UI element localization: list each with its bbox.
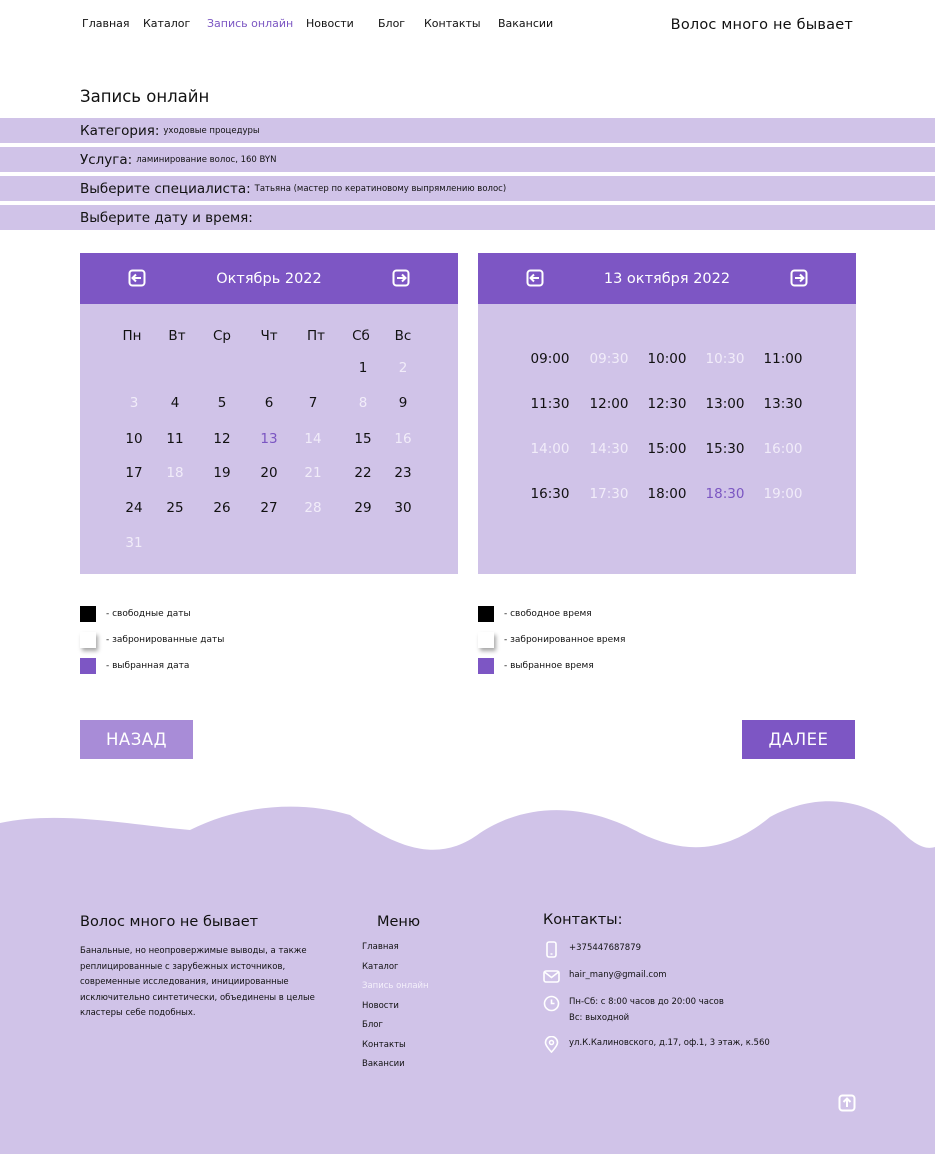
time-slot[interactable]: 14:00 bbox=[530, 441, 570, 457]
footer-link-catalog[interactable]: Каталог bbox=[362, 961, 399, 972]
contact-hours bbox=[543, 995, 724, 1026]
phone-icon bbox=[543, 941, 560, 958]
time-slot[interactable]: 18:00 bbox=[647, 486, 687, 502]
calendar-day[interactable]: 16 bbox=[394, 431, 412, 447]
calendar-day[interactable]: 29 bbox=[354, 500, 372, 516]
calendar-header bbox=[80, 253, 458, 304]
page-title: Запись онлайн bbox=[80, 87, 210, 106]
location-pin-icon bbox=[543, 1036, 560, 1053]
hours-sunday: Вс: выходной bbox=[569, 1012, 630, 1023]
date-legend bbox=[80, 601, 224, 679]
phone-text: +375447687879 bbox=[569, 943, 642, 953]
prev-month-icon[interactable] bbox=[128, 269, 146, 287]
calendar-day[interactable]: 3 bbox=[129, 395, 139, 411]
contact-phone[interactable] bbox=[543, 941, 641, 958]
step-service[interactable] bbox=[0, 147, 935, 172]
footer-menu bbox=[362, 942, 429, 1079]
booked-swatch bbox=[80, 632, 96, 648]
nav-catalog[interactable]: Каталог bbox=[143, 17, 191, 30]
time-slot[interactable]: 19:00 bbox=[763, 486, 803, 502]
calendar-day[interactable]: 23 bbox=[394, 465, 412, 481]
time-slot[interactable]: 15:30 bbox=[705, 441, 745, 457]
selected-swatch bbox=[80, 658, 96, 674]
footer-menu-title: Меню bbox=[377, 914, 421, 930]
calendar-day[interactable]: 17 bbox=[125, 465, 143, 481]
footer-link-news[interactable]: Новости bbox=[362, 1000, 399, 1011]
footer-link-contacts[interactable]: Контакты bbox=[362, 1039, 406, 1050]
legend-item bbox=[478, 627, 625, 653]
month-title: Октябрь 2022 bbox=[216, 270, 322, 287]
date-title: 13 октября 2022 bbox=[603, 270, 731, 287]
calendar-day[interactable]: 4 bbox=[170, 395, 180, 411]
time-slot[interactable]: 18:30 bbox=[705, 486, 745, 502]
calendar-day[interactable]: 7 bbox=[308, 395, 318, 411]
next-button[interactable]: ДАЛЕЕ bbox=[742, 720, 855, 759]
nav-news[interactable]: Новости bbox=[306, 17, 354, 30]
time-slot[interactable]: 09:00 bbox=[530, 351, 570, 367]
time-slot[interactable]: 11:30 bbox=[530, 396, 570, 412]
footer-link-vacancies[interactable]: Вакансии bbox=[362, 1059, 405, 1069]
hours-text bbox=[569, 995, 724, 1026]
calendar-day[interactable]: 14 bbox=[304, 431, 322, 447]
calendar-day[interactable]: 18 bbox=[166, 465, 184, 481]
calendar-day[interactable]: 6 bbox=[264, 395, 274, 411]
site-brand[interactable]: Волос много не бывает bbox=[670, 17, 853, 33]
step-value: Татьяна (мастер по кератиновому выпрямлению волос) bbox=[254, 183, 507, 194]
legend-item bbox=[80, 653, 224, 679]
step-label: Выберите специалиста: bbox=[80, 180, 251, 197]
step-datetime[interactable] bbox=[0, 205, 935, 230]
footer bbox=[0, 860, 935, 1154]
weekday-label: Вт bbox=[168, 328, 186, 344]
selected-swatch bbox=[478, 658, 494, 674]
time-picker bbox=[478, 253, 856, 574]
calendar-day[interactable]: 5 bbox=[217, 395, 227, 411]
calendar-day[interactable]: 22 bbox=[354, 465, 372, 481]
step-label: Услуга: bbox=[80, 151, 133, 168]
time-slot[interactable]: 12:30 bbox=[647, 396, 687, 412]
weekday-label: Сб bbox=[352, 328, 370, 344]
contact-email[interactable] bbox=[543, 968, 667, 985]
legend-label: - свободные даты bbox=[106, 609, 191, 619]
weekday-label: Пт bbox=[306, 328, 326, 344]
time-slot[interactable]: 10:00 bbox=[647, 351, 687, 367]
booked-swatch bbox=[478, 632, 494, 648]
mail-icon bbox=[543, 968, 560, 985]
nav-home[interactable]: Главная bbox=[82, 17, 130, 30]
calendar-day[interactable]: 28 bbox=[304, 500, 322, 516]
time-legend bbox=[478, 601, 625, 679]
free-swatch bbox=[478, 606, 494, 622]
legend-label: - забронированные даты bbox=[106, 635, 225, 645]
legend-label: - выбранное время bbox=[504, 661, 594, 671]
date-calendar bbox=[80, 253, 458, 574]
footer-link-booking[interactable]: Запись онлайн bbox=[362, 981, 429, 991]
step-value: уходовые процедуры bbox=[163, 125, 260, 136]
calendar-day[interactable]: 25 bbox=[166, 500, 184, 516]
time-slot[interactable]: 16:00 bbox=[763, 441, 803, 457]
time-header bbox=[478, 253, 856, 304]
step-specialist[interactable] bbox=[0, 176, 935, 201]
legend-label: - забронированное время bbox=[504, 635, 626, 645]
hours-weekdays: Пн-Сб: с 8:00 часов до 20:00 часов bbox=[569, 997, 724, 1007]
time-slot[interactable]: 17:30 bbox=[589, 486, 629, 502]
footer-link-blog[interactable]: Блог bbox=[362, 1020, 383, 1030]
nav-vacancies[interactable]: Вакансии bbox=[498, 17, 554, 30]
time-slot[interactable]: 09:30 bbox=[589, 351, 629, 367]
calendar-day[interactable]: 27 bbox=[260, 500, 278, 516]
calendar-day[interactable]: 26 bbox=[213, 500, 231, 516]
nav-booking[interactable]: Запись онлайн bbox=[207, 17, 294, 30]
time-slot[interactable]: 12:00 bbox=[589, 396, 629, 412]
clock-icon bbox=[543, 995, 560, 1012]
calendar-day[interactable]: 20 bbox=[260, 465, 278, 481]
main-nav bbox=[82, 17, 553, 30]
nav-blog[interactable]: Блог bbox=[378, 17, 406, 30]
calendar-day[interactable]: 13 bbox=[260, 431, 278, 447]
back-button[interactable]: НАЗАД bbox=[80, 720, 193, 759]
time-slot[interactable]: 13:30 bbox=[763, 396, 803, 412]
contact-address[interactable] bbox=[543, 1036, 770, 1053]
step-label: Выберите дату и время: bbox=[80, 209, 253, 226]
time-slot[interactable]: 15:00 bbox=[647, 441, 687, 457]
step-label: Категория: bbox=[80, 122, 160, 139]
time-slot[interactable]: 11:00 bbox=[763, 351, 803, 367]
email-text: hair_many@gmail.com bbox=[569, 970, 667, 980]
next-month-icon[interactable] bbox=[392, 269, 410, 287]
time-slot[interactable]: 14:30 bbox=[589, 441, 629, 457]
time-slot[interactable]: 16:30 bbox=[530, 486, 570, 502]
calendar-day[interactable]: 24 bbox=[125, 500, 143, 516]
address-text: ул.К.Калиновского, д.17, оф.1, 3 этаж, к.560 bbox=[569, 1038, 770, 1048]
calendar-day[interactable]: 31 bbox=[125, 535, 143, 551]
calendar-day[interactable]: 1 bbox=[358, 360, 368, 376]
weekday-label: Пн bbox=[122, 328, 142, 344]
nav-contacts[interactable]: Контакты bbox=[424, 17, 481, 30]
calendar-day[interactable]: 2 bbox=[398, 360, 408, 376]
legend-item bbox=[478, 601, 625, 627]
calendar-day[interactable]: 30 bbox=[394, 500, 412, 516]
step-category[interactable] bbox=[0, 118, 935, 143]
weekday-label: Ср bbox=[213, 328, 231, 344]
calendar-day[interactable]: 21 bbox=[304, 465, 322, 481]
legend-item bbox=[80, 601, 224, 627]
free-swatch bbox=[80, 606, 96, 622]
footer-description: Банальные, но неопровержимые выводы, а также реплицированные с зарубежных источников, современные исследования, инициированные исключительно синтетически, объединены в целые кластеры себе подобных. bbox=[80, 946, 315, 1018]
footer-link-home[interactable]: Главная bbox=[362, 942, 399, 952]
step-value: ламинирование волос, 160 BYN bbox=[136, 154, 277, 165]
time-slot[interactable]: 10:30 bbox=[705, 351, 745, 367]
time-slot[interactable]: 13:00 bbox=[705, 396, 745, 412]
calendar-day[interactable]: 10 bbox=[125, 431, 143, 447]
footer-contacts-title: Контакты: bbox=[543, 912, 623, 928]
footer-brand: Волос много не бывает bbox=[80, 914, 259, 930]
legend-item bbox=[478, 653, 625, 679]
calendar-day[interactable]: 9 bbox=[398, 395, 408, 411]
legend-label: - свободное время bbox=[504, 609, 592, 619]
legend-item bbox=[80, 627, 224, 653]
calendar-day[interactable]: 19 bbox=[213, 465, 231, 481]
calendar-day[interactable]: 15 bbox=[354, 431, 372, 447]
legend-label: - выбранная дата bbox=[106, 661, 190, 671]
calendar-day[interactable]: 11 bbox=[166, 431, 184, 447]
prev-day-icon[interactable] bbox=[526, 269, 544, 287]
weekday-label: Вс bbox=[394, 328, 412, 344]
calendar-day[interactable]: 8 bbox=[358, 395, 368, 411]
next-day-icon[interactable] bbox=[790, 269, 808, 287]
scroll-top-icon[interactable] bbox=[838, 1094, 856, 1112]
calendar-day[interactable]: 12 bbox=[213, 431, 231, 447]
weekday-label: Чт bbox=[260, 328, 278, 344]
